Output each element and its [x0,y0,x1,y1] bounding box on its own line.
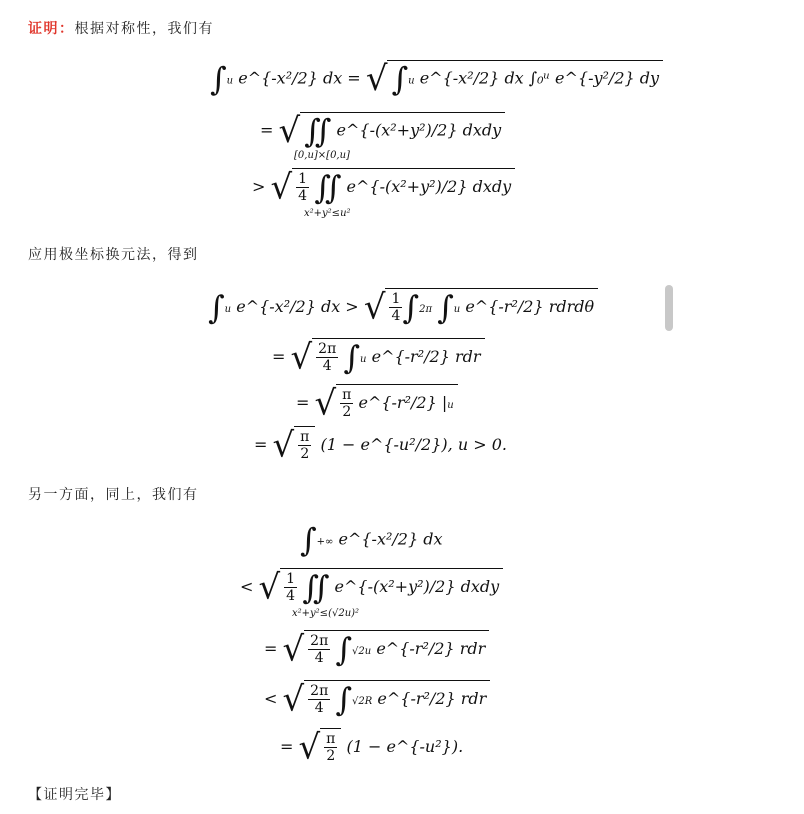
math-block-3-row-3: = √ $\frac{2\pi}{4}$ ∫√2u e^{-r²/2} rdr [264,630,489,667]
math-block-3-row-4: < √ $\frac{2\pi}{4}$ ∫√2R e^{-r²/2} rdr [264,680,490,717]
proof-intro-paragraph [28,18,214,38]
math-op: = [280,737,294,756]
math-op: > [252,177,266,196]
math-block-2-row-2: = √ $\frac{2\pi}{4}$ ∫u e^{-r²/2} rdr [272,338,485,375]
math-op: = [296,393,310,412]
math-expr: e^{-x²/2} dx > [236,297,359,316]
math-block-2-row-3: = √ $\frac{\pi}{2}$ e^{-r²/2} |u [296,384,458,421]
math-block-3-row-5: = √ $\frac{\pi}{2}$ (1 − e^{-u²}). [280,727,464,768]
math-expr: e^{-(x²+y²)/2} dxdy [334,577,500,596]
scrollbar-thumb[interactable] [665,285,673,331]
math-expr: e^{-x²/2} dx [338,529,443,549]
math-op: < [240,577,254,596]
math-expr: e^{-x²/2} dx = [238,68,361,88]
math-expr: e^{-r²/2} [358,393,437,412]
math-expr: e^{-r²/2} rdr [371,347,481,366]
math-op: < [264,689,278,708]
math-region: x²+y²≤u² [304,208,351,219]
math-region: x²+y²≤(√2u)² [292,608,360,619]
math-op: = [264,639,278,658]
math-expr: e^{-(x²+y²)/2} dxdy [346,177,512,196]
other-intro-paragraph: 另一方面，同上，我们有 [28,487,199,503]
math-op: = [254,435,268,454]
polar-intro-paragraph: 应用极坐标换元法，得到 [28,247,199,263]
proof-label: 证明： [28,21,75,37]
math-block-1-row-2: = √ ∬ e^{-(x²+y²)/2} dxdy [0,u]×[0,u] [260,112,505,148]
math-expr: e^{-r²/2} rdrdθ [465,297,595,316]
math-block-3-row-2: < √ $\frac{1}{4}$ ∬ e^{-(x²+y²)/2} dxdy x²+y²≤(√2u)² [240,568,503,605]
math-expr: (1 − e^{-u²/2}), u > 0. [320,435,507,454]
math-expr: (1 − e^{-u²}). [346,737,464,756]
math-block-1-row-1: ∫u e^{-x²/2} dx = √ ∫u e^{-x²/2} dx ∫₀ᵘ e^{-y²/2} dy [210,60,663,96]
math-block-2-row-1: ∫u e^{-x²/2} dx > √ $\frac{1}{4}$ ∫2π ∫u e^{-r²/2} rdrdθ [208,288,598,325]
math-op: = [272,347,286,366]
math-region: [0,u]×[0,u] [294,150,350,161]
math-block-2-row-4: = √ $\frac{\pi}{2}$ (1 − e^{-u²/2}), u > 0. [254,425,507,466]
math-op: = [260,120,274,140]
math-expr: e^{-r²/2} rdr [376,639,486,658]
proof-intro-text: 根据对称性，我们有 [74,21,214,37]
math-expr: e^{-r²/2} rdr [377,689,487,708]
proof-end: 【证明完毕】 [28,787,121,803]
math-expr: e^{-(x²+y²)/2} dxdy [336,120,502,140]
math-block-3-row-1: ∫+∞ e^{-x²/2} dx [300,521,443,559]
math-expr: e^{-x²/2} dx ∫₀ᵘ e^{-y²/2} dy [419,68,660,88]
math-block-1-row-3: > √ $\frac{1}{4}$ ∬ e^{-(x²+y²)/2} dxdy x²+y²≤u² [252,168,515,205]
